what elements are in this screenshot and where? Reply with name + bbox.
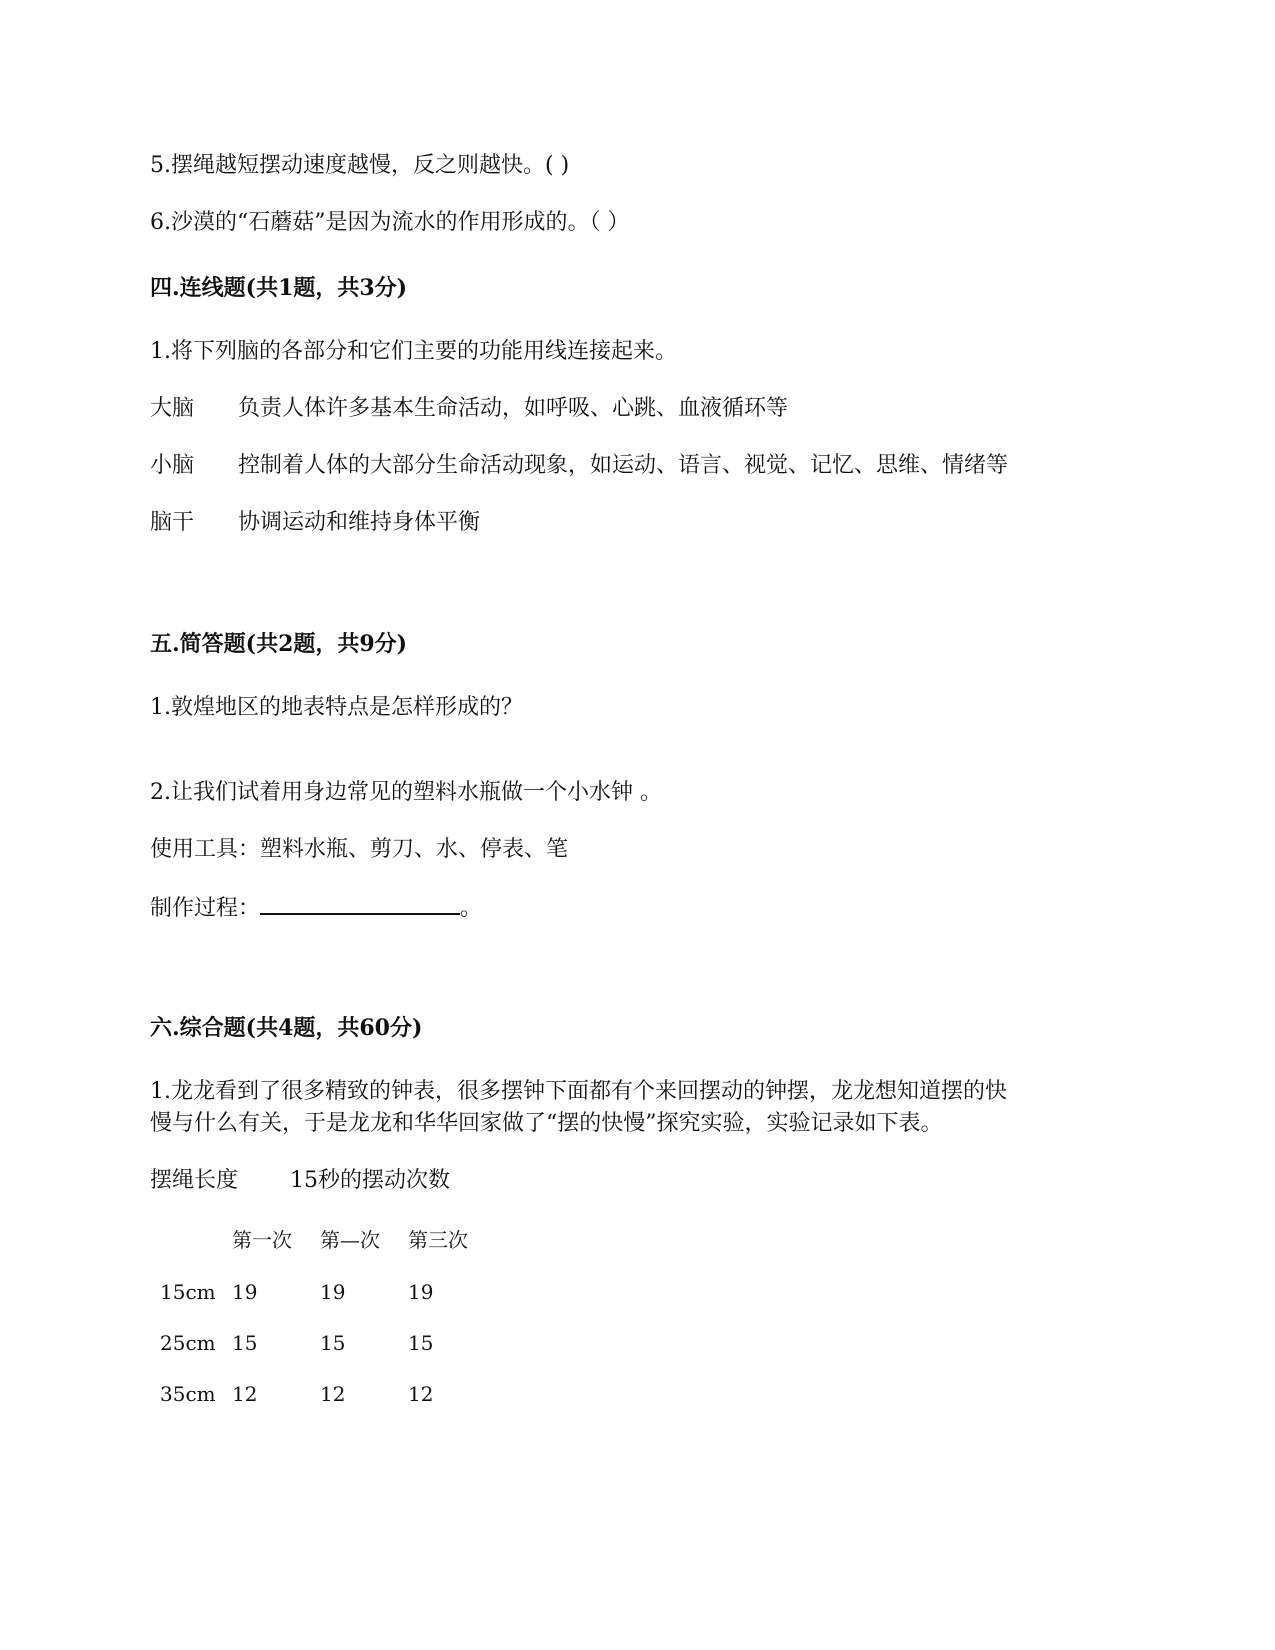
answer-blank[interactable]: [260, 891, 460, 915]
matching-right-item: 协调运动和维持身体平衡: [238, 510, 481, 535]
section-heading-matching: 四.连线题(共1题，共3分): [150, 275, 408, 301]
question-short-answer-2: 2.让我们试着用身边常见的塑料水瓶做一个小水钟 。: [150, 780, 662, 805]
table-cell: 12: [408, 1382, 434, 1406]
table-header-length: 摆绳长度: [150, 1168, 239, 1193]
tools-line: 使用工具：塑料水瓶、剪刀、水、停表、笔: [150, 837, 569, 862]
table-cell: 15: [232, 1331, 258, 1355]
table-cell: 19: [320, 1280, 346, 1304]
process-line: [150, 891, 482, 925]
matching-right-item: 负责人体许多基本生命活动，如呼吸、心跳、血液循环等: [238, 396, 789, 421]
table-cell: 12: [232, 1382, 258, 1406]
process-end: 。: [460, 896, 483, 921]
table-caption: [150, 1165, 450, 1197]
table-subheader: 第—次: [320, 1228, 380, 1252]
matching-row: [150, 507, 480, 539]
table-cell-length: 15cm: [160, 1280, 216, 1304]
process-label: 制作过程：: [150, 896, 261, 921]
table-cell: 19: [408, 1280, 434, 1304]
matching-left-item: 小脑: [150, 453, 195, 478]
table-cell-length: 25cm: [160, 1331, 216, 1355]
table-header-count: 15秒的摆动次数: [290, 1168, 450, 1193]
table-subheader: 第三次: [408, 1228, 468, 1252]
matching-left-item: 大脑: [150, 396, 195, 421]
matching-row: [150, 450, 1008, 482]
table-cell: 19: [232, 1280, 258, 1304]
table-cell: 12: [320, 1382, 346, 1406]
table-cell-length: 35cm: [160, 1382, 216, 1406]
question-matching-1: 1.将下列脑的各部分和它们主要的功能用线连接起来。: [150, 339, 677, 364]
matching-row: [150, 393, 788, 425]
question-comprehensive-1-line-1: 1.龙龙看到了很多精致的钟表，很多摆钟下面都有个来回摆动的钟摆，龙龙想知道摆的快: [150, 1079, 1007, 1104]
section-heading-comprehensive: 六.综合题(共4题，共60分): [150, 1015, 423, 1041]
question-comprehensive-1-line-2: 慢与什么有关，于是龙龙和华华回家做了“摆的快慢”探究实验，实验记录如下表。: [150, 1111, 943, 1136]
matching-left-item: 脑干: [150, 510, 195, 535]
matching-right-item: 控制着人体的大部分生命活动现象，如运动、语言、视觉、记忆、思维、情绪等: [238, 453, 1009, 478]
table-cell: 15: [408, 1331, 434, 1355]
question-short-answer-1: 1.敦煌地区的地表特点是怎样形成的？: [150, 695, 523, 720]
table-subheader: 第一次: [232, 1228, 292, 1252]
section-heading-short-answer: 五.简答题(共2题，共9分): [150, 631, 408, 657]
question-judge-5: 5.摆绳越短摆动速度越慢，反之则越快。( ): [150, 153, 570, 178]
question-judge-6: 6.沙漠的“石蘑菇”是因为流水的作用形成的。（ ）: [150, 210, 630, 235]
table-cell: 15: [320, 1331, 346, 1355]
